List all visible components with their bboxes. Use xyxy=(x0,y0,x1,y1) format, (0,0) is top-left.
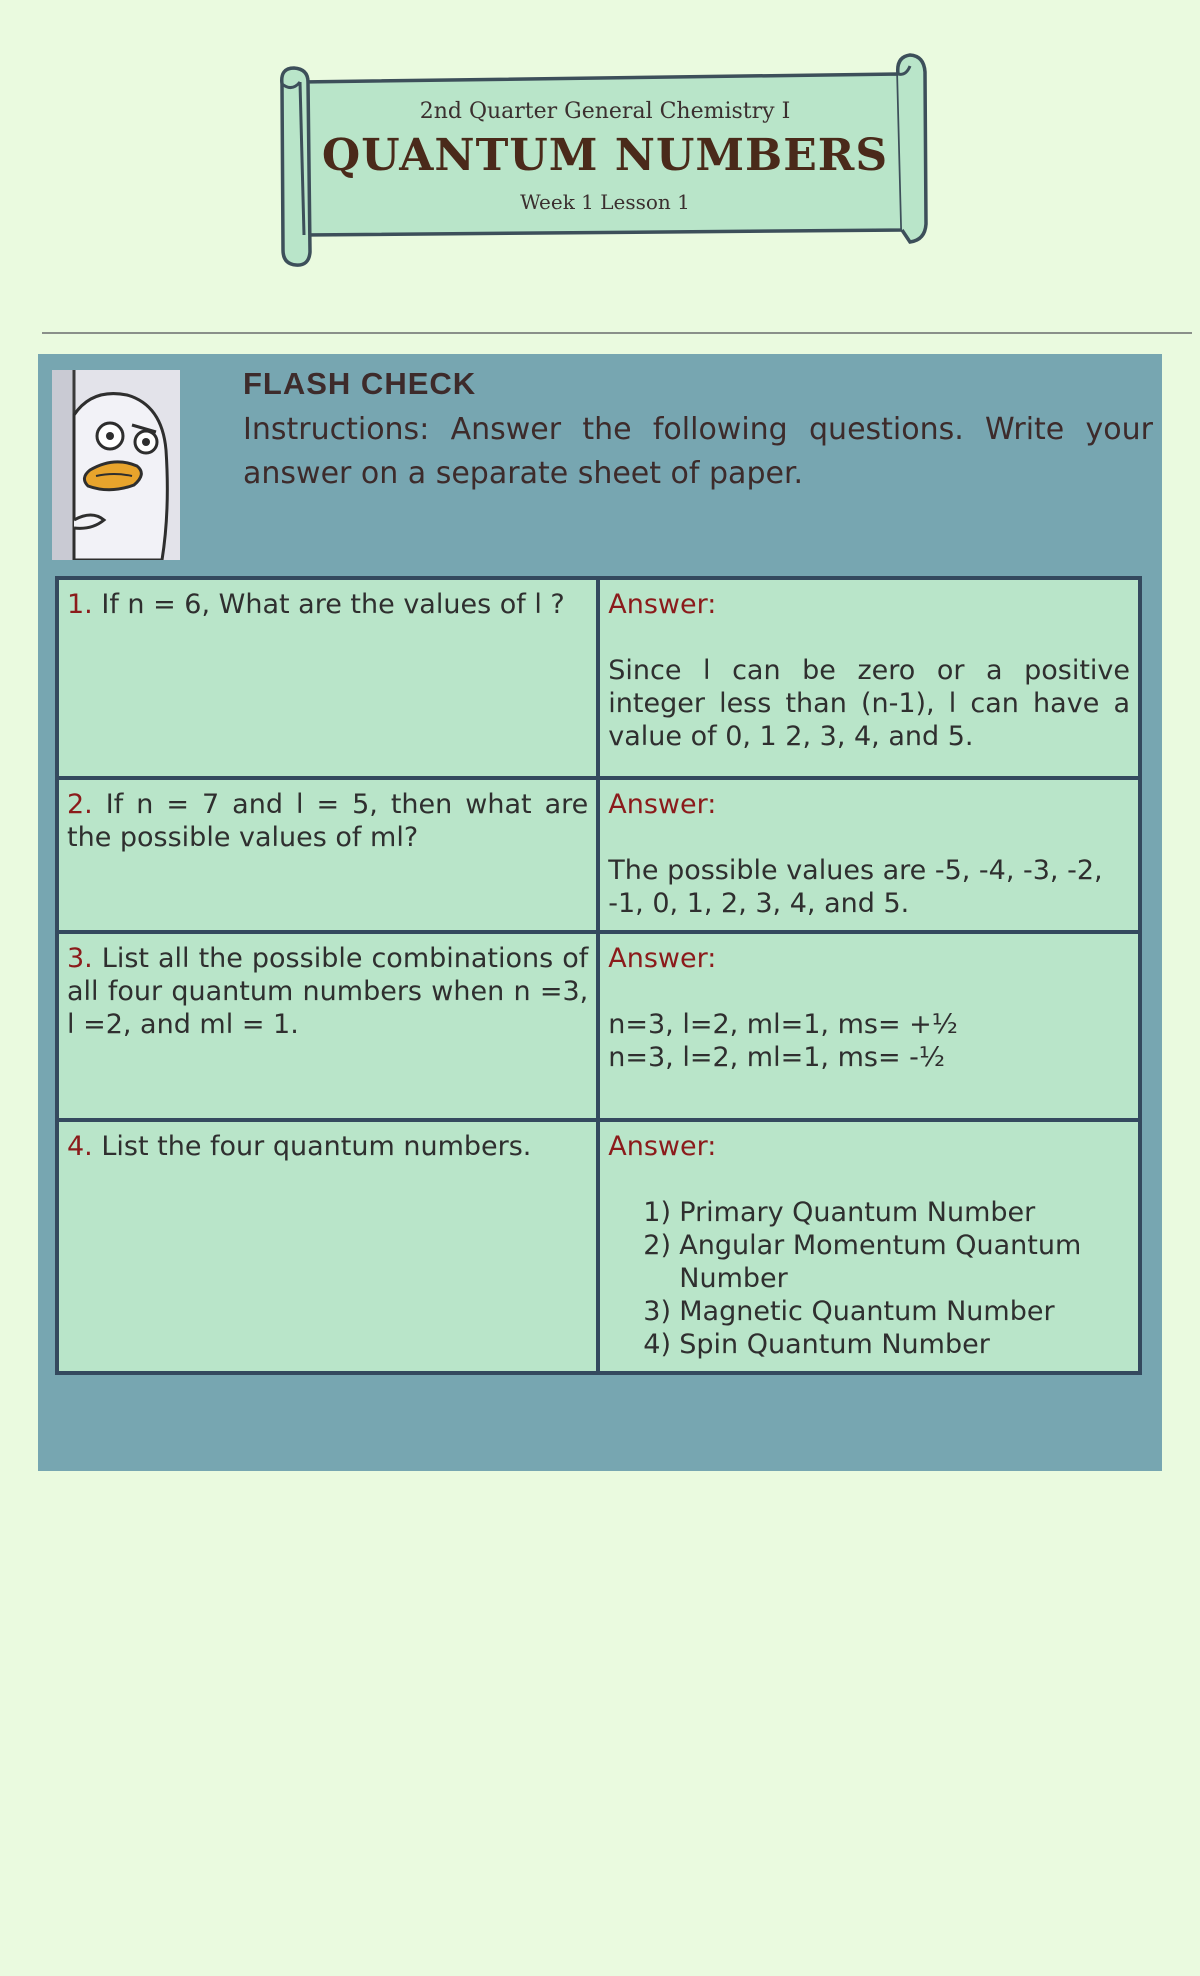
answer-cell xyxy=(598,778,1140,932)
table-row xyxy=(57,932,1140,1120)
answer-label: Answer: xyxy=(608,589,717,620)
answer-cell xyxy=(598,578,1140,778)
answer-label: Answer: xyxy=(608,943,717,974)
table-row xyxy=(57,1120,1140,1373)
flash-check-panel xyxy=(38,354,1162,1471)
answer-line: n=3, l=2, ml=1, ms= -½ xyxy=(608,1042,946,1073)
question-number: 1. xyxy=(67,589,93,620)
question-text: If n = 6, What are the values of l ? xyxy=(101,589,565,620)
list-item: 2) Angular Momentum Quantum Number xyxy=(643,1230,1082,1294)
duck-peeking-icon xyxy=(52,370,180,560)
list-item: 1) Primary Quantum Number xyxy=(643,1197,1036,1228)
question-cell xyxy=(57,578,598,778)
table-row xyxy=(57,778,1140,932)
answer-label: Answer: xyxy=(608,789,717,820)
page-title: QUANTUM NUMBERS xyxy=(321,130,889,181)
question-text: List all the possible combinations of all four quantum numbers when n =3, l =2, and ml = 1. xyxy=(67,943,589,1040)
course-subtitle: 2nd Quarter General Chemistry I xyxy=(419,99,791,124)
question-number: 4. xyxy=(67,1131,93,1162)
lesson-label: Week 1 Lesson 1 xyxy=(520,190,690,214)
question-cell xyxy=(57,1120,598,1373)
question-cell xyxy=(57,778,598,932)
question-text: If n = 7 and l = 5, then what are the possible values of ml? xyxy=(67,789,589,853)
quantum-number-list xyxy=(608,1196,1130,1361)
list-item: 3) Magnetic Quantum Number xyxy=(643,1296,1055,1327)
answer-cell xyxy=(598,932,1140,1120)
list-item: 4) Spin Quantum Number xyxy=(643,1329,990,1360)
answer-label: Answer: xyxy=(608,1131,717,1162)
answer-line: n=3, l=2, ml=1, ms= +½ xyxy=(608,1009,958,1040)
question-cell xyxy=(57,932,598,1120)
table-row xyxy=(57,578,1140,778)
question-text: List the four quantum numbers. xyxy=(101,1131,532,1162)
question-number: 2. xyxy=(67,789,93,820)
question-answer-table xyxy=(55,576,1142,1375)
answer-cell xyxy=(598,1120,1140,1373)
divider xyxy=(42,332,1192,334)
answer-text: The possible values are -5, -4, -3, -2, -1, 0, 1, 2, 3, 4, and 5. xyxy=(608,855,1103,919)
answer-text: Since l can be zero or a positive integer less than (n-1), l can have a value of 0, 1 2, 3, 4, and 5. xyxy=(608,655,1130,752)
instructions-text: Instructions: Answer the following questions. Write your answer on a separate sheet of paper. xyxy=(243,412,1153,491)
flash-check-title: FLASH CHECK xyxy=(243,366,477,401)
title-banner xyxy=(270,52,930,267)
question-number: 3. xyxy=(67,943,93,974)
